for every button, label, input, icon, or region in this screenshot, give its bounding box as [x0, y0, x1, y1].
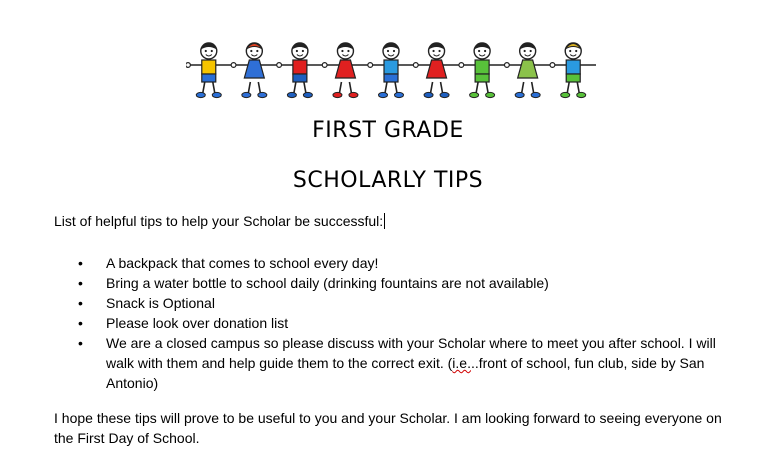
list-item	[78, 313, 718, 333]
list-item	[78, 253, 718, 273]
bullet: •	[78, 255, 83, 271]
child-figure	[459, 43, 505, 98]
tips-list	[78, 253, 718, 393]
spelling-flag[interactable]: i.e.	[452, 355, 471, 371]
tip-text: Snack is Optional	[106, 295, 215, 311]
children-clipart	[186, 38, 596, 100]
child-figure	[504, 43, 550, 98]
tip-text: Bring a water bottle to school daily (drinking fountains are not available)	[106, 275, 549, 291]
intro-label: List of helpful tips to help your Scholar be successful:	[54, 213, 384, 229]
child-figure	[368, 43, 414, 98]
child-figure	[186, 43, 232, 98]
page-title: FIRST GRADE	[312, 118, 464, 143]
child-figure	[231, 43, 277, 98]
tip-text-after: ..front of school, fun club, side by San Antonio)	[106, 355, 705, 391]
child-figure	[550, 43, 596, 98]
bullet: •	[78, 295, 83, 311]
list-item	[78, 293, 718, 313]
intro-text[interactable]	[54, 213, 385, 229]
closing-paragraph: I hope these tips will prove to be useful to you and your Scholar. I am looking forward to seeing everyone on the First Day of School.	[54, 410, 722, 446]
text-cursor	[384, 213, 385, 229]
bullet: •	[78, 315, 83, 331]
child-figure	[277, 43, 323, 98]
tip-text: Please look over donation list	[106, 315, 289, 331]
child-figure	[322, 43, 368, 98]
child-figure	[413, 43, 459, 98]
page-subtitle: SCHOLARLY TIPS	[292, 168, 484, 193]
tip-text: A backpack that comes to school every day!	[106, 255, 379, 271]
list-item	[78, 273, 718, 293]
list-item	[78, 333, 718, 393]
tip-text-before: We are a closed campus so please discuss with your Scholar where to meet you after school. I will walk with them and help guide them to the correct exit. (	[106, 335, 716, 371]
bullet: •	[78, 275, 83, 291]
bullet: •	[78, 335, 83, 351]
